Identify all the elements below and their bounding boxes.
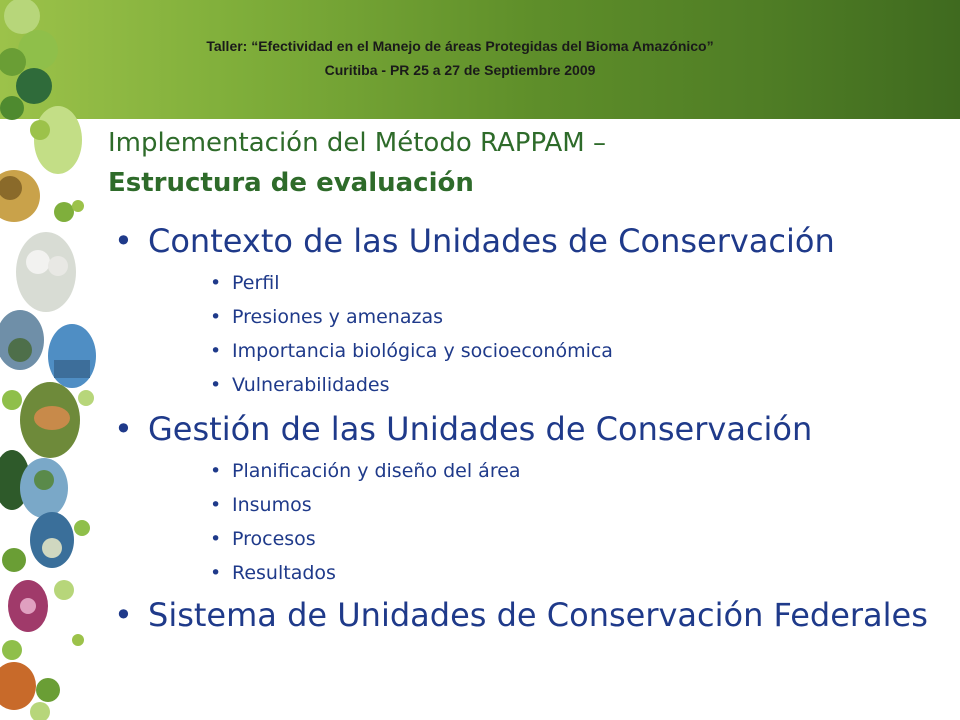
sub-bullet-list bbox=[112, 266, 942, 402]
sub-bullet-item: • Importancia biológica y socioeconómica bbox=[112, 334, 942, 368]
bullet-content bbox=[112, 222, 942, 632]
sub-bullet-item: • Planificación y diseño del área bbox=[112, 454, 942, 488]
section-heading: • Contexto de las Unidades de Conservación bbox=[112, 222, 942, 260]
sub-bullet-item: • Vulnerabilidades bbox=[112, 368, 942, 402]
sub-bullet-item: • Perfil bbox=[112, 266, 942, 300]
sub-bullet-item: • Insumos bbox=[112, 488, 942, 522]
left-photo-collage-decoration bbox=[0, 0, 110, 720]
sub-bullet-list bbox=[112, 454, 942, 590]
sub-bullet-item: • Resultados bbox=[112, 556, 942, 590]
workshop-title: Taller: “Efectividad en el Manejo de áreas Protegidas del Bioma Amazónico” bbox=[206, 38, 714, 54]
sub-bullet-item: • Presiones y amenazas bbox=[112, 300, 942, 334]
sub-bullet-item: • Procesos bbox=[112, 522, 942, 556]
section-heading: • Gestión de las Unidades de Conservación bbox=[112, 410, 942, 448]
header-band bbox=[0, 0, 960, 119]
section-heading: • Sistema de Unidades de Conservación Federales bbox=[112, 598, 942, 632]
slide-title-line1: Implementación del Método RAPPAM – bbox=[108, 128, 606, 158]
slide-title-line2: Estructura de evaluación bbox=[108, 168, 474, 198]
workshop-location-date: Curitiba - PR 25 a 27 de Septiembre 2009 bbox=[324, 62, 596, 78]
